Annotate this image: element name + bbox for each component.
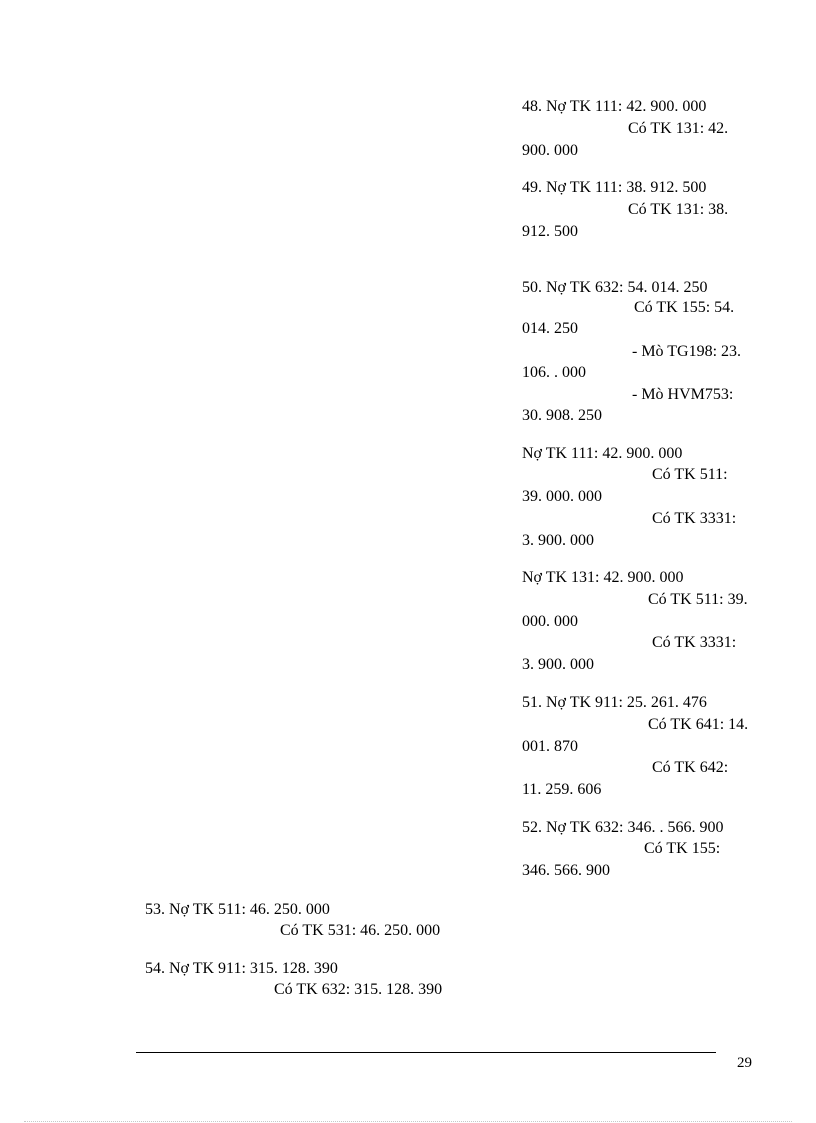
- entry-111-debit: Nợ TK 111: 42. 900. 000: [522, 445, 683, 462]
- entry-53-credit: Có TK 531: 46. 250. 000: [280, 922, 441, 939]
- entry-50-detail-2: - Mò HVM753:: [632, 386, 734, 403]
- entry-53-debit: 53. Nợ TK 511: 46. 250. 000: [145, 901, 330, 918]
- entry-131-credit-3331-cont: 3. 900. 000: [522, 656, 594, 673]
- entry-49-credit: Có TK 131: 38.: [628, 201, 729, 218]
- entry-51-credit-642: Có TK 642:: [652, 759, 729, 776]
- entry-48-credit: Có TK 131: 42.: [628, 120, 729, 137]
- entry-50-credit: Có TK 155: 54.: [634, 299, 735, 316]
- entry-52-debit: 52. Nợ TK 632: 346. . 566. 900: [522, 819, 724, 836]
- entry-51-credit-641: Có TK 641: 14.: [648, 716, 749, 733]
- entry-50-detail-2-cont: 30. 908. 250: [522, 407, 602, 424]
- entry-50-credit-cont: 014. 250: [522, 320, 578, 337]
- entry-131-debit: Nợ TK 131: 42. 900. 000: [522, 569, 684, 586]
- entry-52-credit: Có TK 155:: [644, 840, 721, 857]
- entry-111-credit-3331-cont: 3. 900. 000: [522, 532, 594, 549]
- footer-rule: [136, 1052, 716, 1053]
- page-number: 29: [737, 1055, 752, 1071]
- entry-54-debit: 54. Nợ TK 911: 315. 128. 390: [145, 960, 338, 977]
- entry-50-debit: 50. Nợ TK 632: 54. 014. 250: [522, 279, 708, 296]
- entry-52-credit-cont: 346. 566. 900: [522, 862, 610, 879]
- entry-131-credit-3331: Có TK 3331:: [652, 634, 737, 651]
- entry-54-credit: Có TK 632: 315. 128. 390: [274, 981, 443, 998]
- entry-50-detail-1-cont: 106. . 000: [522, 364, 586, 381]
- entry-51-credit-641-cont: 001. 870: [522, 738, 578, 755]
- entry-48-debit: 48. Nợ TK 111: 42. 900. 000: [522, 98, 707, 115]
- entry-111-credit-3331: Có TK 3331:: [652, 510, 737, 527]
- entry-49-debit: 49. Nợ TK 111: 38. 912. 500: [522, 179, 707, 196]
- page-bottom-border: [24, 1121, 792, 1122]
- entry-50-detail-1: - Mò TG198: 23.: [632, 343, 742, 360]
- entry-51-debit: 51. Nợ TK 911: 25. 261. 476: [522, 694, 707, 711]
- entry-48-credit-cont: 900. 000: [522, 142, 578, 159]
- entry-131-credit-511: Có TK 511: 39.: [648, 591, 748, 608]
- entry-49-credit-cont: 912. 500: [522, 223, 578, 240]
- entry-51-credit-642-cont: 11. 259. 606: [522, 781, 602, 798]
- entry-111-credit-511-cont: 39. 000. 000: [522, 488, 602, 505]
- entry-131-credit-511-cont: 000. 000: [522, 613, 578, 630]
- entry-111-credit-511: Có TK 511:: [652, 466, 728, 483]
